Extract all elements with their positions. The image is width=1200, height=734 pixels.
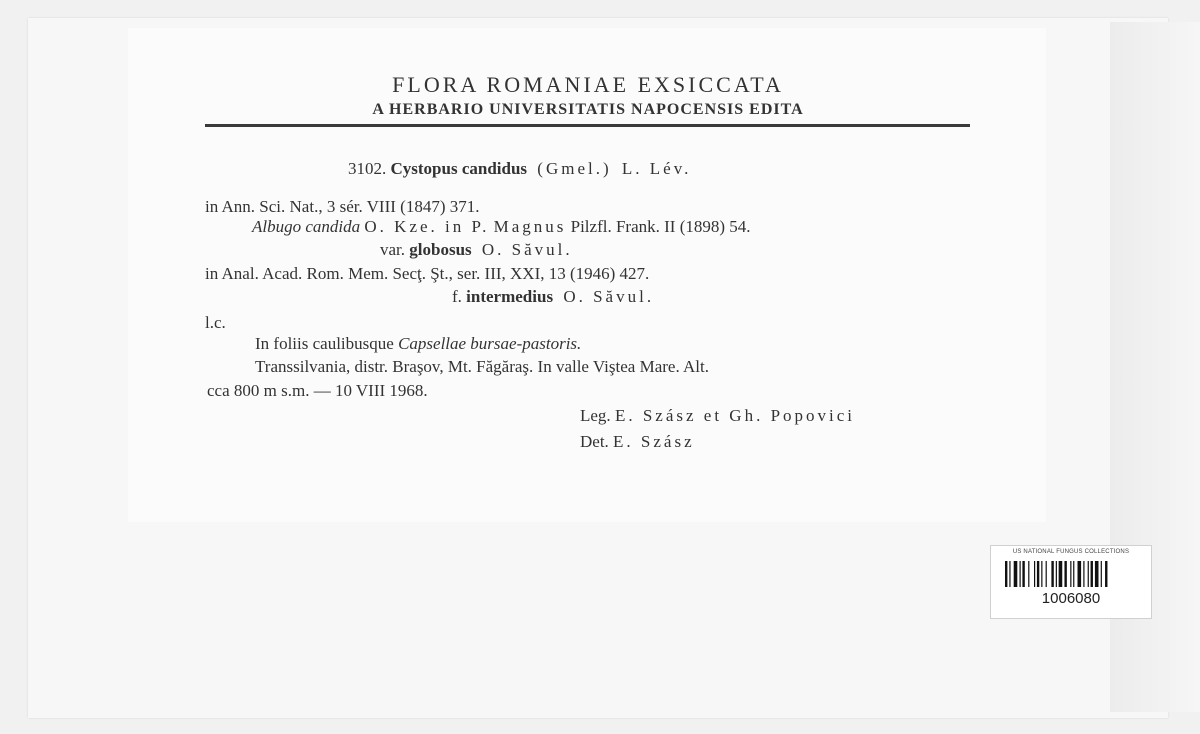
loc-cit: l.c. — [205, 313, 226, 332]
determiner-label: Det. — [580, 432, 609, 451]
habitat-line — [255, 334, 581, 354]
forma-line — [452, 287, 654, 307]
determiner-name: E. Szász — [613, 432, 695, 451]
taxon-name: Cystopus candidus — [390, 159, 528, 178]
barcode-label — [990, 545, 1152, 619]
variety-label: var. — [380, 240, 406, 259]
collector-names: E. Szász et Gh. Popovici — [614, 406, 856, 425]
taxon-author-paren: (Gmel.) — [537, 159, 612, 178]
synonym-ref: Pilzfl. Frank. II (1898) 54. — [570, 217, 751, 236]
variety-name: globosus — [409, 240, 472, 259]
taxon-line — [348, 159, 691, 179]
taxon-author: L. Lév. — [621, 159, 692, 178]
barcode-bars — [1005, 561, 1135, 587]
synonym-line — [252, 217, 751, 237]
forma-label: f. — [452, 287, 462, 306]
forma-author: O. Săvul. — [563, 287, 655, 306]
reference-1: in Ann. Sci. Nat., 3 sér. VIII (1847) 371. — [205, 197, 480, 216]
collector-label: Leg. — [580, 406, 611, 425]
variety-author: O. Săvul. — [481, 240, 573, 259]
determiner-line — [580, 432, 695, 452]
synonym-name: Albugo candida — [252, 217, 361, 236]
entry-number: 3102. — [348, 159, 387, 178]
habitat-text: In foliis caulibusque — [255, 334, 394, 353]
collector-line — [580, 406, 855, 426]
header-rule — [205, 124, 970, 127]
locality-line-1: Transsilvania, distr. Braşov, Mt. Făgăraş. In valle Viştea Mare. Alt. — [255, 357, 709, 376]
synonym-author-name: Magnus — [493, 217, 567, 236]
label-title: FLORA ROMANIAE EXSICCATA — [392, 72, 784, 97]
locality-line-2: cca 800 m s.m. — 10 VIII 1968. — [207, 381, 428, 400]
host-name: Capsellae bursae-pastoris. — [398, 334, 582, 353]
barcode-institution: US NATIONAL FUNGUS COLLECTIONS — [1012, 549, 1130, 555]
variety-line — [380, 240, 573, 260]
barcode-number: 1006080 — [1041, 590, 1101, 607]
reference-2: in Anal. Acad. Rom. Mem. Secţ. Şt., ser. III, XXI, 13 (1946) 427. — [205, 264, 650, 283]
forma-name: intermedius — [466, 287, 554, 306]
synonym-author-pre: O. Kze. in P. — [364, 217, 490, 236]
label-subtitle: A HERBARIO UNIVERSITATIS NAPOCENSIS EDITA — [372, 101, 804, 118]
